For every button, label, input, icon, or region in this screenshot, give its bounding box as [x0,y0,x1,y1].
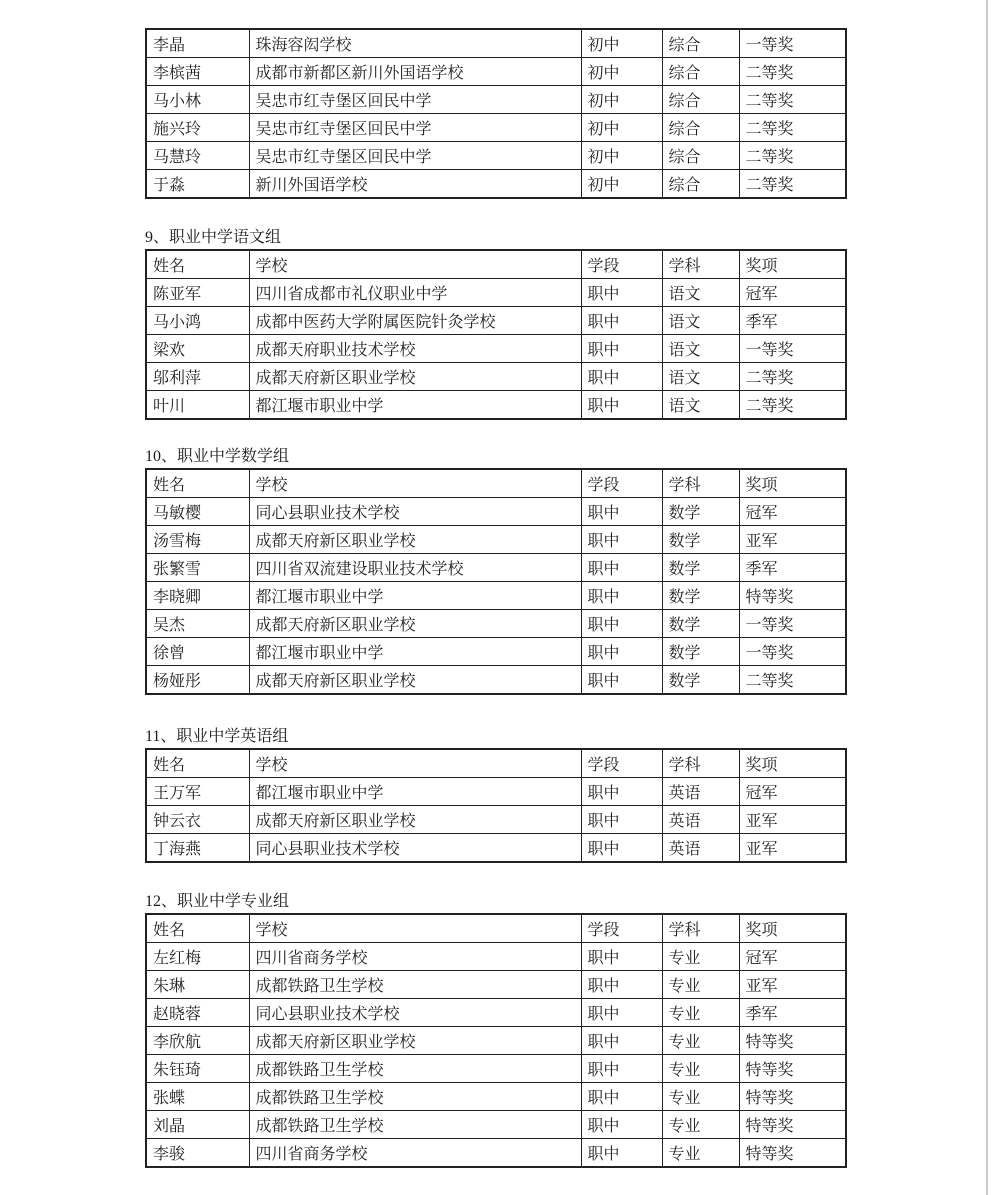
cell-award: 二等奖 [739,170,846,199]
cell-name: 徐曾 [146,638,249,666]
cell-name: 李欣航 [146,1027,249,1055]
cell-school: 同心县职业技术学校 [249,834,581,863]
table-row [146,142,846,170]
cell-school: 成都铁路卫生学校 [249,971,581,999]
cell-school: 四川省商务学校 [249,943,581,971]
awards-table [145,249,847,420]
cell-award: 二等奖 [739,363,846,391]
header-row [146,469,846,498]
cell-name: 李晶 [146,29,249,58]
section-9 [145,227,847,420]
cell-school: 四川省商务学校 [249,1139,581,1168]
cell-subject: 综合 [662,29,739,58]
cell-name: 马慧玲 [146,142,249,170]
cell-name: 施兴玲 [146,114,249,142]
cell-subject: 综合 [662,142,739,170]
header-cell-subject: 学科 [662,250,739,279]
header-cell-stage: 学段 [581,749,662,778]
header-cell-stage: 学段 [581,250,662,279]
header-cell-subject: 学科 [662,749,739,778]
cell-name: 李骏 [146,1139,249,1168]
cell-stage: 职中 [581,1027,662,1055]
cell-name: 刘晶 [146,1111,249,1139]
cell-name: 钟云衣 [146,806,249,834]
table-row [146,971,846,999]
table-row [146,498,846,526]
cell-stage: 职中 [581,999,662,1027]
cell-award: 亚军 [739,526,846,554]
cell-stage: 职中 [581,638,662,666]
section-title: 9、职业中学语文组 [145,229,282,246]
cell-school: 成都天府新区职业学校 [249,610,581,638]
cell-school: 成都市新都区新川外国语学校 [249,58,581,86]
cell-subject: 语文 [662,391,739,420]
cell-award: 二等奖 [739,666,846,695]
cell-award: 冠军 [739,778,846,806]
cell-subject: 专业 [662,999,739,1027]
header-cell-name: 姓名 [146,749,249,778]
table-row [146,363,846,391]
cell-subject: 专业 [662,1027,739,1055]
cell-subject: 语文 [662,307,739,335]
continuation-table-block [145,28,847,199]
cell-subject: 语文 [662,363,739,391]
cell-name: 汤雪梅 [146,526,249,554]
cell-subject: 英语 [662,778,739,806]
cell-subject: 数学 [662,554,739,582]
header-cell-name: 姓名 [146,250,249,279]
cell-stage: 职中 [581,666,662,695]
cell-award: 冠军 [739,943,846,971]
cell-school: 同心县职业技术学校 [249,498,581,526]
header-cell-award: 奖项 [739,469,846,498]
cell-award: 特等奖 [739,582,846,610]
cell-name: 叶川 [146,391,249,420]
table-row [146,279,846,307]
header-cell-name: 姓名 [146,914,249,943]
cell-school: 都江堰市职业中学 [249,582,581,610]
cell-subject: 数学 [662,610,739,638]
header-cell-subject: 学科 [662,914,739,943]
cell-name: 梁欢 [146,335,249,363]
cell-school: 吴忠市红寺堡区回民中学 [249,86,581,114]
cell-award: 特等奖 [739,1139,846,1168]
cell-subject: 综合 [662,170,739,199]
cell-name: 张繁雪 [146,554,249,582]
cell-school: 成都天府新区职业学校 [249,526,581,554]
cell-subject: 数学 [662,526,739,554]
table-row [146,1139,846,1168]
cell-stage: 职中 [581,778,662,806]
cell-name: 陈亚军 [146,279,249,307]
cell-school: 四川省成都市礼仪职业中学 [249,279,581,307]
table-row [146,943,846,971]
table-row [146,778,846,806]
header-cell-award: 奖项 [739,250,846,279]
cell-award: 二等奖 [739,114,846,142]
cell-subject: 语文 [662,335,739,363]
table-row [146,1027,846,1055]
cell-school: 四川省双流建设职业技术学校 [249,554,581,582]
table-row [146,582,846,610]
header-cell-subject: 学科 [662,469,739,498]
cell-award: 一等奖 [739,335,846,363]
cell-stage: 初中 [581,142,662,170]
cell-school: 成都天府新区职业学校 [249,666,581,695]
cell-school: 同心县职业技术学校 [249,999,581,1027]
section-11 [145,726,847,863]
cell-stage: 职中 [581,554,662,582]
table-row [146,114,846,142]
cell-award: 二等奖 [739,142,846,170]
awards-table [145,913,847,1168]
cell-name: 邬利萍 [146,363,249,391]
cell-school: 都江堰市职业中学 [249,638,581,666]
cell-name: 左红梅 [146,943,249,971]
header-cell-award: 奖项 [739,749,846,778]
cell-stage: 职中 [581,1139,662,1168]
header-cell-school: 学校 [249,914,581,943]
header-cell-school: 学校 [249,250,581,279]
cell-award: 冠军 [739,498,846,526]
section-title: 10、职业中学数学组 [145,448,290,465]
cell-subject: 专业 [662,943,739,971]
cell-subject: 综合 [662,58,739,86]
cell-name: 马小林 [146,86,249,114]
cell-award: 亚军 [739,971,846,999]
cell-name: 李槟茜 [146,58,249,86]
table-row [146,170,846,199]
cell-subject: 综合 [662,86,739,114]
cell-school: 都江堰市职业中学 [249,391,581,420]
cell-subject: 专业 [662,971,739,999]
cell-name: 马小鸿 [146,307,249,335]
cell-name: 李晓卿 [146,582,249,610]
cell-stage: 职中 [581,610,662,638]
cell-stage: 职中 [581,335,662,363]
cell-award: 特等奖 [739,1027,846,1055]
cell-award: 一等奖 [739,610,846,638]
cell-award: 特等奖 [739,1055,846,1083]
cell-stage: 初中 [581,29,662,58]
cell-subject: 专业 [662,1111,739,1139]
cell-school: 成都中医药大学附属医院针灸学校 [249,307,581,335]
cell-stage: 职中 [581,526,662,554]
header-row [146,749,846,778]
table-row [146,666,846,695]
cell-award: 季军 [739,307,846,335]
cell-school: 成都铁路卫生学校 [249,1083,581,1111]
cell-award: 季军 [739,999,846,1027]
table-row [146,610,846,638]
header-cell-school: 学校 [249,749,581,778]
cell-stage: 职中 [581,363,662,391]
cell-stage: 职中 [581,582,662,610]
section-title: 12、职业中学专业组 [145,893,290,910]
cell-award: 亚军 [739,806,846,834]
table-row [146,307,846,335]
page-edge-divider [986,0,988,1195]
cell-award: 亚军 [739,834,846,863]
table-row [146,391,846,420]
table-row [146,1111,846,1139]
table-row [146,638,846,666]
cell-award: 一等奖 [739,29,846,58]
table-row [146,58,846,86]
cell-school: 成都铁路卫生学校 [249,1111,581,1139]
header-cell-stage: 学段 [581,914,662,943]
table-row [146,526,846,554]
cell-school: 成都天府新区职业学校 [249,1027,581,1055]
cell-stage: 职中 [581,971,662,999]
cell-stage: 职中 [581,498,662,526]
cell-subject: 数学 [662,638,739,666]
table-row [146,86,846,114]
cell-stage: 职中 [581,1111,662,1139]
cell-name: 丁海燕 [146,834,249,863]
cell-award: 二等奖 [739,86,846,114]
cell-award: 季军 [739,554,846,582]
table-row [146,554,846,582]
cell-name: 王万军 [146,778,249,806]
header-cell-stage: 学段 [581,469,662,498]
header-row [146,250,846,279]
cell-name: 于淼 [146,170,249,199]
cell-award: 一等奖 [739,638,846,666]
section-title: 11、职业中学英语组 [145,728,289,745]
cell-school: 吴忠市红寺堡区回民中学 [249,142,581,170]
cell-school: 珠海容闳学校 [249,29,581,58]
cell-stage: 职中 [581,1083,662,1111]
cell-stage: 职中 [581,1055,662,1083]
cell-name: 朱钰琦 [146,1055,249,1083]
header-cell-school: 学校 [249,469,581,498]
cell-school: 都江堰市职业中学 [249,778,581,806]
table-row [146,29,846,58]
cell-school: 成都天府新区职业学校 [249,363,581,391]
cell-name: 张蝶 [146,1083,249,1111]
awards-table [145,468,847,695]
cell-stage: 初中 [581,170,662,199]
cell-name: 赵晓蓉 [146,999,249,1027]
awards-table-continuation [145,28,847,199]
cell-subject: 数学 [662,582,739,610]
header-row [146,914,846,943]
cell-subject: 数学 [662,666,739,695]
header-cell-name: 姓名 [146,469,249,498]
cell-stage: 职中 [581,806,662,834]
cell-school: 成都天府职业技术学校 [249,335,581,363]
cell-school: 成都铁路卫生学校 [249,1055,581,1083]
table-row [146,1083,846,1111]
awards-table [145,748,847,863]
cell-award: 二等奖 [739,58,846,86]
cell-school: 新川外国语学校 [249,170,581,199]
table-row [146,1055,846,1083]
cell-subject: 专业 [662,1139,739,1168]
cell-award: 冠军 [739,279,846,307]
cell-award: 特等奖 [739,1111,846,1139]
cell-subject: 专业 [662,1083,739,1111]
table-row [146,834,846,863]
cell-subject: 专业 [662,1055,739,1083]
cell-subject: 综合 [662,114,739,142]
cell-subject: 语文 [662,279,739,307]
cell-subject: 英语 [662,806,739,834]
cell-school: 吴忠市红寺堡区回民中学 [249,114,581,142]
section-10 [145,446,847,695]
cell-stage: 职中 [581,943,662,971]
cell-subject: 英语 [662,834,739,863]
cell-name: 吴杰 [146,610,249,638]
table-row [146,335,846,363]
cell-name: 朱琳 [146,971,249,999]
header-cell-award: 奖项 [739,914,846,943]
cell-award: 特等奖 [739,1083,846,1111]
cell-stage: 职中 [581,391,662,420]
cell-stage: 职中 [581,834,662,863]
cell-stage: 职中 [581,279,662,307]
cell-school: 成都天府新区职业学校 [249,806,581,834]
cell-stage: 初中 [581,58,662,86]
table-row [146,806,846,834]
cell-name: 马敏樱 [146,498,249,526]
cell-stage: 初中 [581,86,662,114]
cell-stage: 初中 [581,114,662,142]
section-12 [145,891,847,1168]
cell-award: 二等奖 [739,391,846,420]
cell-subject: 数学 [662,498,739,526]
table-row [146,999,846,1027]
cell-name: 杨娅彤 [146,666,249,695]
cell-stage: 职中 [581,307,662,335]
